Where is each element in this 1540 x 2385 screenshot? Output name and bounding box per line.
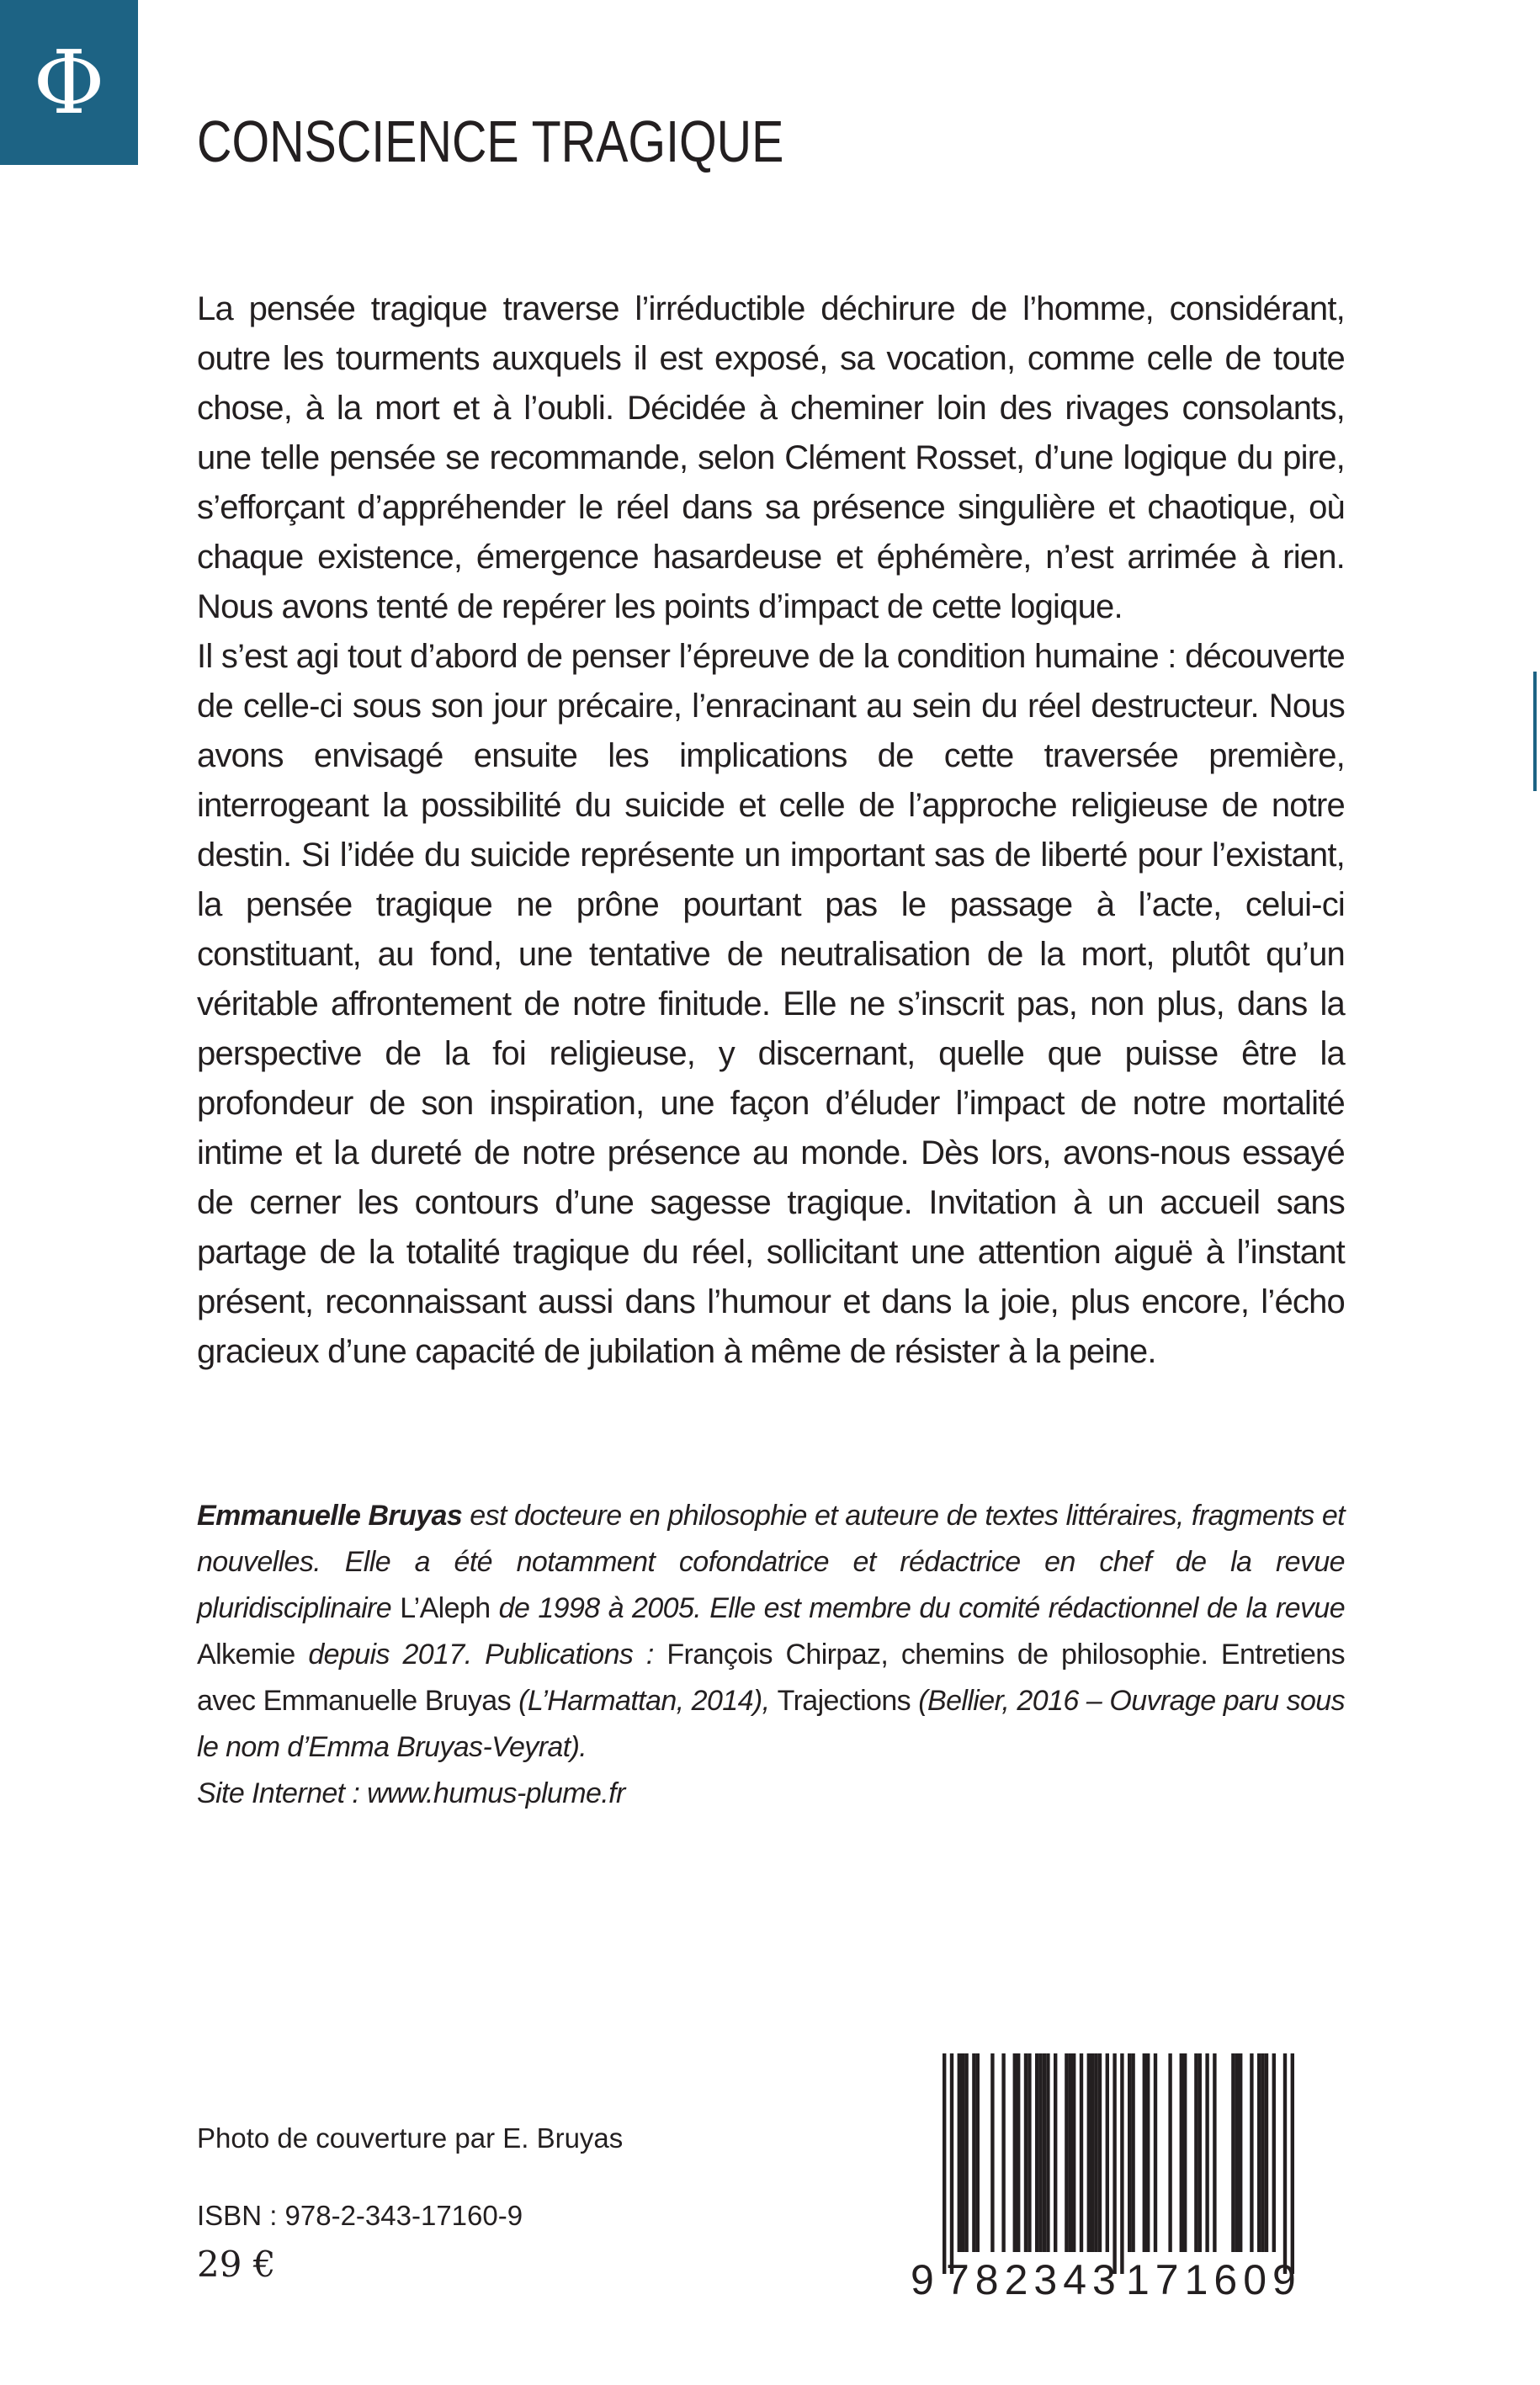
barcode-bar — [1043, 2053, 1046, 2252]
barcode-bar — [1091, 2053, 1094, 2252]
barcode-bar — [1128, 2053, 1131, 2252]
barcode-bar — [1054, 2053, 1057, 2252]
barcode-bar — [1257, 2053, 1261, 2252]
barcode-bar — [1065, 2053, 1068, 2252]
barcode-bar — [1265, 2053, 1268, 2252]
barcode-bar — [943, 2053, 946, 2274]
barcode-bar — [1239, 2053, 1242, 2252]
barcode-bar — [1180, 2053, 1183, 2252]
price: 29 € — [197, 2244, 276, 2285]
barcode-digits-left: 782343 — [946, 2256, 1122, 2297]
barcode-bar — [1001, 2053, 1005, 2252]
author-bio — [197, 1493, 1345, 1817]
bio-paragraph: Emmanuelle Bruyas est docteure en philosophie et auteure de textes littéraires, fragments et nouvelles. Elle a été notamment cofondatrice et rédactrice en chef de la revue pluridisciplinaire L’Aleph de 1998 à 2005. Elle est membre du comité rédactionnel de la revue Alkemie depuis 2017. Publications : François Chirpaz, chemins de philosophie. Entretiens avec Emmanuelle Bruyas (L’Harmattan, 2014), Trajections (Bellier, 2016 – Ouvrage paru sous le nom d’Emma Bruyas-Veyrat). — [197, 1500, 1346, 1763]
barcode-bar — [1291, 2053, 1294, 2274]
barcode-bar — [1213, 2053, 1216, 2252]
barcode-bar — [1113, 2053, 1116, 2274]
summary-paragraph: Il s’est agi tout d’abord de penser l’épreuve de la condition humaine : découverte de celle-ci sous son jour précaire, l’enracinant au sein du réel destructeur. Nous avons envisagé ensuite les implications de cette traversée première, interrogeant la possibilité du suicide et celle de l’approche religieuse de notre destin. Si l’idée du suicide représente un important sas de liberté pour l’existant, la pensée tragique ne prône pourtant pas le passage à l’acte, celui-ci constituant, au fond, une tentative de neutralisation de la mort, plutôt qu’un véritable affrontement de notre finitude. Elle ne s’inscrit pas, non plus, dans la perspective de la foi religieuse, y discernant, quelle que puisse être la profondeur de son inspiration, une façon d’éluder l’impact de notre mortalité intime et la dureté de notre présence au monde. Dès lors, avons-nous essayé de cerner les contours d’une sagesse tragique. Invitation à un accueil sans partage de la totalité tragique du réel, sollicitant une attention aiguë à l’instant présent, reconnaissant aussi dans l’humour et dans la joie, plus encore, l’écho gracieux d’une capacité de jubilation à même de résister à la peine. — [197, 638, 1345, 1370]
barcode-bar — [976, 2053, 980, 2252]
barcode-bar — [950, 2053, 953, 2274]
barcode-bar — [1024, 2053, 1028, 2252]
barcode-bar — [1046, 2053, 1049, 2252]
barcode-bar — [990, 2053, 994, 2252]
barcode-bar — [1098, 2053, 1102, 2252]
barcode-bar — [1198, 2053, 1202, 2252]
publication-title: Trajections — [777, 1685, 911, 1717]
isbn: ISBN : 978-2-343-17160-9 — [197, 2200, 523, 2231]
book-summary — [197, 284, 1345, 1377]
journal-title: L’Aleph — [400, 1592, 491, 1624]
book-title: CONSCIENCE TRAGIQUE — [197, 109, 784, 174]
phi-logo-icon: Φ — [33, 31, 105, 134]
spine-mark — [1533, 672, 1537, 791]
barcode-bar — [1072, 2053, 1075, 2252]
barcode-bar — [1168, 2053, 1171, 2252]
photo-credit: Photo de couverture par E. Bruyas — [197, 2122, 624, 2154]
barcode-digit-prefix: 9 — [911, 2256, 934, 2297]
barcode-bar — [1250, 2053, 1253, 2252]
summary-paragraph: La pensée tragique traverse l’irréductible déchirure de l’homme, considérant, outre les tourments auxquels il est exposé, sa vocation, comme celle de toute chose, à la mort et à l’oubli. Décidée à cheminer loin des rivages consolants, une telle pensée se recommande, selon Clément Rosset, d’une logique du pire, s’efforçant d’appréhender le réel dans sa présence singulière et chaotique, où chaque existence, émergence hasardeuse et éphémère, n’est arrimée à rien. Nous avons tenté de repérer les points d’impact de cette logique. — [197, 290, 1345, 625]
barcode-bar — [1272, 2053, 1276, 2252]
barcode-bar — [1017, 2053, 1020, 2252]
barcode-bar — [1080, 2053, 1083, 2252]
barcode-bar — [972, 2053, 975, 2252]
barcode-bar — [1205, 2053, 1208, 2252]
barcode-bar — [1035, 2053, 1038, 2252]
barcode-bar — [958, 2053, 961, 2252]
barcode-bar — [1094, 2053, 1097, 2252]
barcode — [909, 2053, 1316, 2297]
barcode-bar — [1038, 2053, 1042, 2252]
barcode-bar — [1183, 2053, 1187, 2252]
barcode-bar — [1131, 2053, 1134, 2252]
barcode-bar — [1028, 2053, 1031, 2252]
publication-title: François Chirpaz, chemins de philosophie. Entretiens avec Emmanuelle Bruyas — [197, 1639, 1345, 1717]
barcode-bar — [964, 2053, 968, 2252]
barcode-bar — [961, 2053, 964, 2252]
barcode-bar — [1261, 2053, 1264, 2252]
barcode-bar — [1013, 2053, 1017, 2252]
barcode-bar — [1143, 2053, 1146, 2252]
barcode-bar — [1283, 2053, 1287, 2274]
barcode-bar — [1154, 2053, 1157, 2252]
barcode-bar — [1087, 2053, 1091, 2252]
barcode-bars — [943, 2053, 1294, 2274]
barcode-bar — [1231, 2053, 1235, 2252]
barcode-bar — [1194, 2053, 1197, 2252]
barcode-bar — [1235, 2053, 1239, 2252]
author-name: Emmanuelle Bruyas — [197, 1500, 463, 1532]
barcode-bar — [1069, 2053, 1072, 2252]
journal-title: Alkemie — [197, 1639, 295, 1671]
barcode-bar — [1146, 2053, 1150, 2252]
publisher-logo — [0, 0, 138, 165]
author-website: Site Internet : www.humus-plume.fr — [197, 1777, 625, 1809]
barcode-bar — [1106, 2053, 1109, 2252]
barcode-digits-right: 171609 — [1126, 2256, 1302, 2297]
barcode-bar — [1120, 2053, 1123, 2274]
